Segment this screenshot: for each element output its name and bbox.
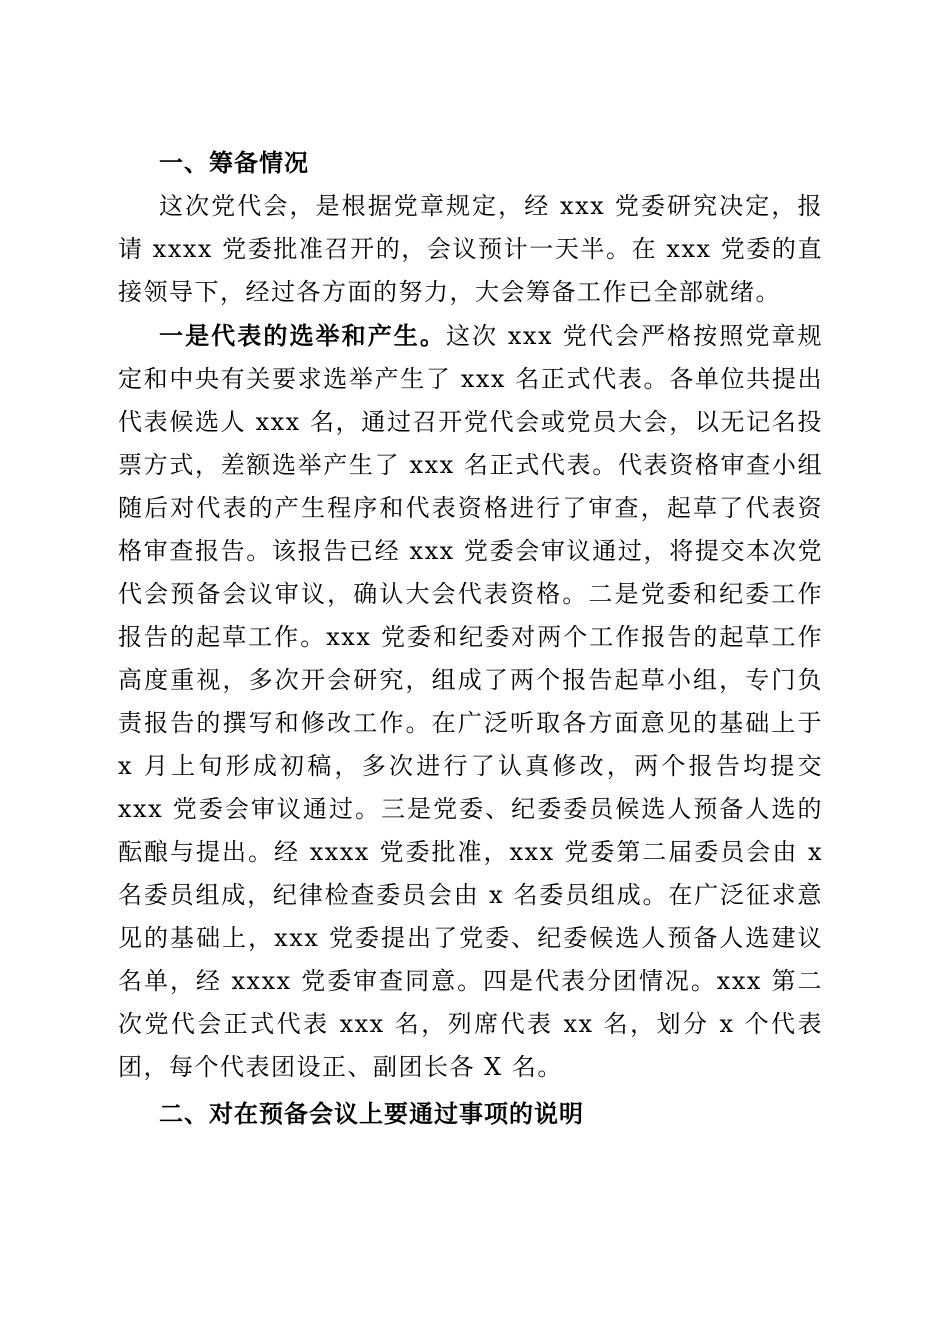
section-heading-1: 一、筹备情况 <box>159 149 309 177</box>
section-heading-2-wrap <box>118 1093 823 1136</box>
document-body <box>118 142 823 1136</box>
paragraph-2 <box>118 314 823 1089</box>
paragraph-2-lead: 一是代表的选举和产生。 <box>159 321 446 350</box>
paragraph-2-body: 这次 xxx 党代会严格按照党章规定和中央有关要求选举产生了 xxx 名正式代表。各单位共提出代表候选人 xxx 名，通过召开党代会或党员大会，以无记名投票方式，差额选举产生了 xxx 名正式代表。代表资格审查小组随后对代表的产生程序和代表资格进行了审查，起草了代表资格审查报告。该报告已经 xxx 党委会审议通过，将提交本次党代会预备会议审议，确认大会代表资格。二是党委和纪委工作报告的起草工作。xxx 党委和纪委对两个工作报告的起草工作高度重视，多次开会研究，组成了两个报告起草小组，专门负责报告的撰写和修改工作。在广泛听取各方面意见的基础上于 x 月上旬形成初稿，多次进行了认真修改，两个报告均提交 xxx 党委会审议通过。三是党委、纪委委员候选人预备人选的酝酿与提出。经 xxxx 党委批准，xxx 党委第二届委员会由 x 名委员组成，纪律检查委员会由 x 名委员组成。在广泛征求意见的基础上，xxx 党委提出了党委、纪委候选人预备人选建议名单，经 xxxx 党委审查同意。四是代表分团情况。xxx 第二次党代会正式代表 xxx 名，列席代表 xx 名，划分 x 个代表团，每个代表团设正、副团长各 X 名。 <box>118 322 823 1081</box>
section-heading-2: 二、对在预备会议上要通过事项的说明 <box>159 1100 584 1128</box>
paragraph-1: 这次党代会，是根据党章规定，经 xxx 党委研究决定，报请 xxxx 党委批准召开的，会议预计一天半。在 xxx 党委的直接领导下，经过各方面的努力，大会筹备工作已全部就绪。 <box>118 192 823 306</box>
